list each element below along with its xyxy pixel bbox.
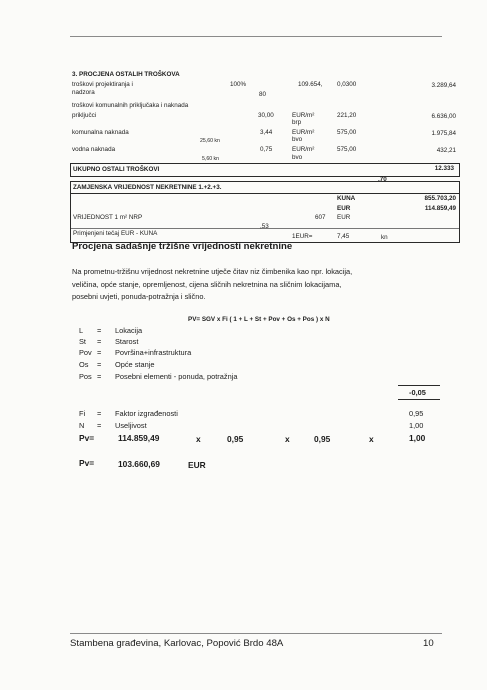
row1-percent: 100% (230, 81, 247, 88)
total-suffix: ,70 (378, 176, 387, 183)
row3-total: 1.975,84 (431, 130, 456, 137)
row4-unit: EUR/m² (292, 146, 315, 153)
factor-desc-fi: Faktor izgrađenosti (115, 409, 178, 418)
row2-unit-2: brp (292, 119, 302, 126)
legend-desc-l: Lokacija (115, 326, 143, 335)
rate-label: Primjenjeni tečaj EUR - KUNA (73, 230, 158, 237)
pv-calc-x2: x (285, 434, 290, 444)
legend-desc-pov: Površina+infrastruktura (115, 348, 192, 357)
footer-address: Stambena građevina, Karlovac, Popović Brdo 48A (70, 638, 284, 649)
pv-result-value: 103.660,69 (118, 459, 160, 469)
row3-unit: EUR/m² (292, 129, 315, 136)
factor-eq-n: = (97, 421, 102, 430)
row3-coef: 575,00 (337, 129, 357, 136)
row2-coef: 221,20 (337, 112, 357, 119)
value-eur: 114.859,49 (424, 205, 456, 212)
sum-value: -0,05 (409, 388, 426, 397)
legend-desc-pos: Posebni elementi - ponuda, potražnja (115, 372, 238, 381)
legend-sym-pos: Pos (79, 372, 92, 381)
paragraph-line-1: Na prometnu-tržišnu vrijednost nekretnine utječe čitav niz čimbenika kao npr. lokacija, (72, 267, 353, 276)
factor-val-n: 1,00 (409, 421, 424, 430)
row4-unit-2: bvo (292, 154, 303, 161)
factor-eq-fi: = (97, 409, 102, 418)
formula: PV= SGV x Fi ( 1 + L + St + Pov + Os + Pos ) x N (188, 316, 330, 323)
legend-desc-st: Starost (115, 337, 139, 346)
nrp-label: VRIJEDNOST 1 m² NRP (73, 214, 143, 221)
total-label: UKUPNO OSTALI TROŠKOVI (73, 166, 160, 173)
present-heading: Procjena sadašnje tržišne vrijednosti nekretnine (72, 241, 293, 252)
legend-eq-st: = (97, 337, 102, 346)
currency-kuna: KUNA (337, 195, 356, 202)
row1-label: troškovi projektiranja i (72, 81, 133, 88)
paragraph-line-2: veličina, opće stanje, opremljenost, cijena sličnih nekretnina na sličnim lokacijama, (72, 280, 342, 289)
row4-label: vodna naknada (72, 146, 116, 153)
row2-value: 30,00 (258, 112, 274, 119)
rate-value: 7,45 (337, 233, 350, 240)
factor-desc-n: Useljivost (115, 421, 147, 430)
row3-unit-2: bvo (292, 136, 303, 143)
factor-sym-n: N (79, 421, 85, 430)
row3-value: 3,44 (260, 129, 273, 136)
row2-unit: EUR/m² (292, 112, 315, 119)
rate-unit: kn (381, 234, 388, 241)
factor-sym-fi: Fi (79, 409, 86, 418)
paragraph-line-3: posebni uvjeti, ponuda-potražnja i slično. (72, 292, 206, 301)
row4-small: 5,60 kn (202, 156, 220, 162)
legend-sym-l: L (79, 326, 84, 335)
row4-total: 432,21 (436, 147, 456, 154)
nrp-unit: EUR (337, 214, 351, 221)
nrp-small: ,53 (260, 223, 269, 230)
row3-small: 25,60 kn (200, 138, 220, 144)
legend-eq-os: = (97, 360, 102, 369)
pv-calc-f1: 0,95 (227, 434, 244, 444)
row2-label: troškovi komunalnih priključaka i naknada (72, 102, 189, 109)
legend-eq-pov: = (97, 348, 102, 357)
legend-sym-st: St (79, 337, 86, 346)
factor-val-fi: 0,95 (409, 409, 424, 418)
pv-result-unit: EUR (188, 460, 206, 470)
pv-result-sym: Pv= (79, 458, 95, 468)
footer-rule (70, 633, 442, 634)
sum-underline (398, 399, 440, 400)
pv-calc-sym: Pv= (79, 433, 95, 443)
page-number: 10 (423, 638, 434, 649)
header-rule (70, 36, 442, 37)
value-kuna: 855.703,20 (424, 195, 456, 202)
legend-eq-l: = (97, 326, 102, 335)
row1-value: 109.654, (298, 81, 323, 88)
pv-calc-base: 114.859,49 (118, 433, 160, 443)
currency-eur: EUR (337, 205, 351, 212)
nrp-value: 607 (315, 214, 326, 221)
pv-calc-f3: 1,00 (409, 433, 426, 443)
sum-rule (398, 385, 440, 386)
pv-calc-x3: x (369, 434, 374, 444)
row1-sub: 80 (259, 91, 267, 98)
legend-sym-pov: Pov (79, 348, 92, 357)
row1-label-2: nadzora (72, 89, 95, 96)
pv-calc-f2: 0,95 (314, 434, 331, 444)
row3-label: komunalna naknada (72, 129, 129, 136)
total-value: 12.333 (434, 165, 454, 172)
row2-total: 6.636,00 (431, 113, 456, 120)
row2-label-2: priključci (72, 112, 97, 119)
replacement-title: ZAMJENSKA VRIJEDNOST NEKRETNINE 1.+2.+3. (73, 184, 222, 191)
legend-desc-os: Opće stanje (115, 360, 155, 369)
section-heading: 3. PROCJENA OSTALIH TROŠKOVA (72, 71, 180, 78)
legend-eq-pos: = (97, 372, 102, 381)
row1-total: 3.289,64 (431, 82, 456, 89)
replacement-divider (71, 193, 459, 194)
rate-eq: 1EUR= (292, 233, 313, 240)
row4-coef: 575,00 (337, 146, 357, 153)
row1-coef: 0,0300 (337, 81, 357, 88)
row4-value: 0,75 (260, 146, 273, 153)
pv-calc-x1: x (196, 434, 201, 444)
legend-sym-os: Os (79, 360, 89, 369)
